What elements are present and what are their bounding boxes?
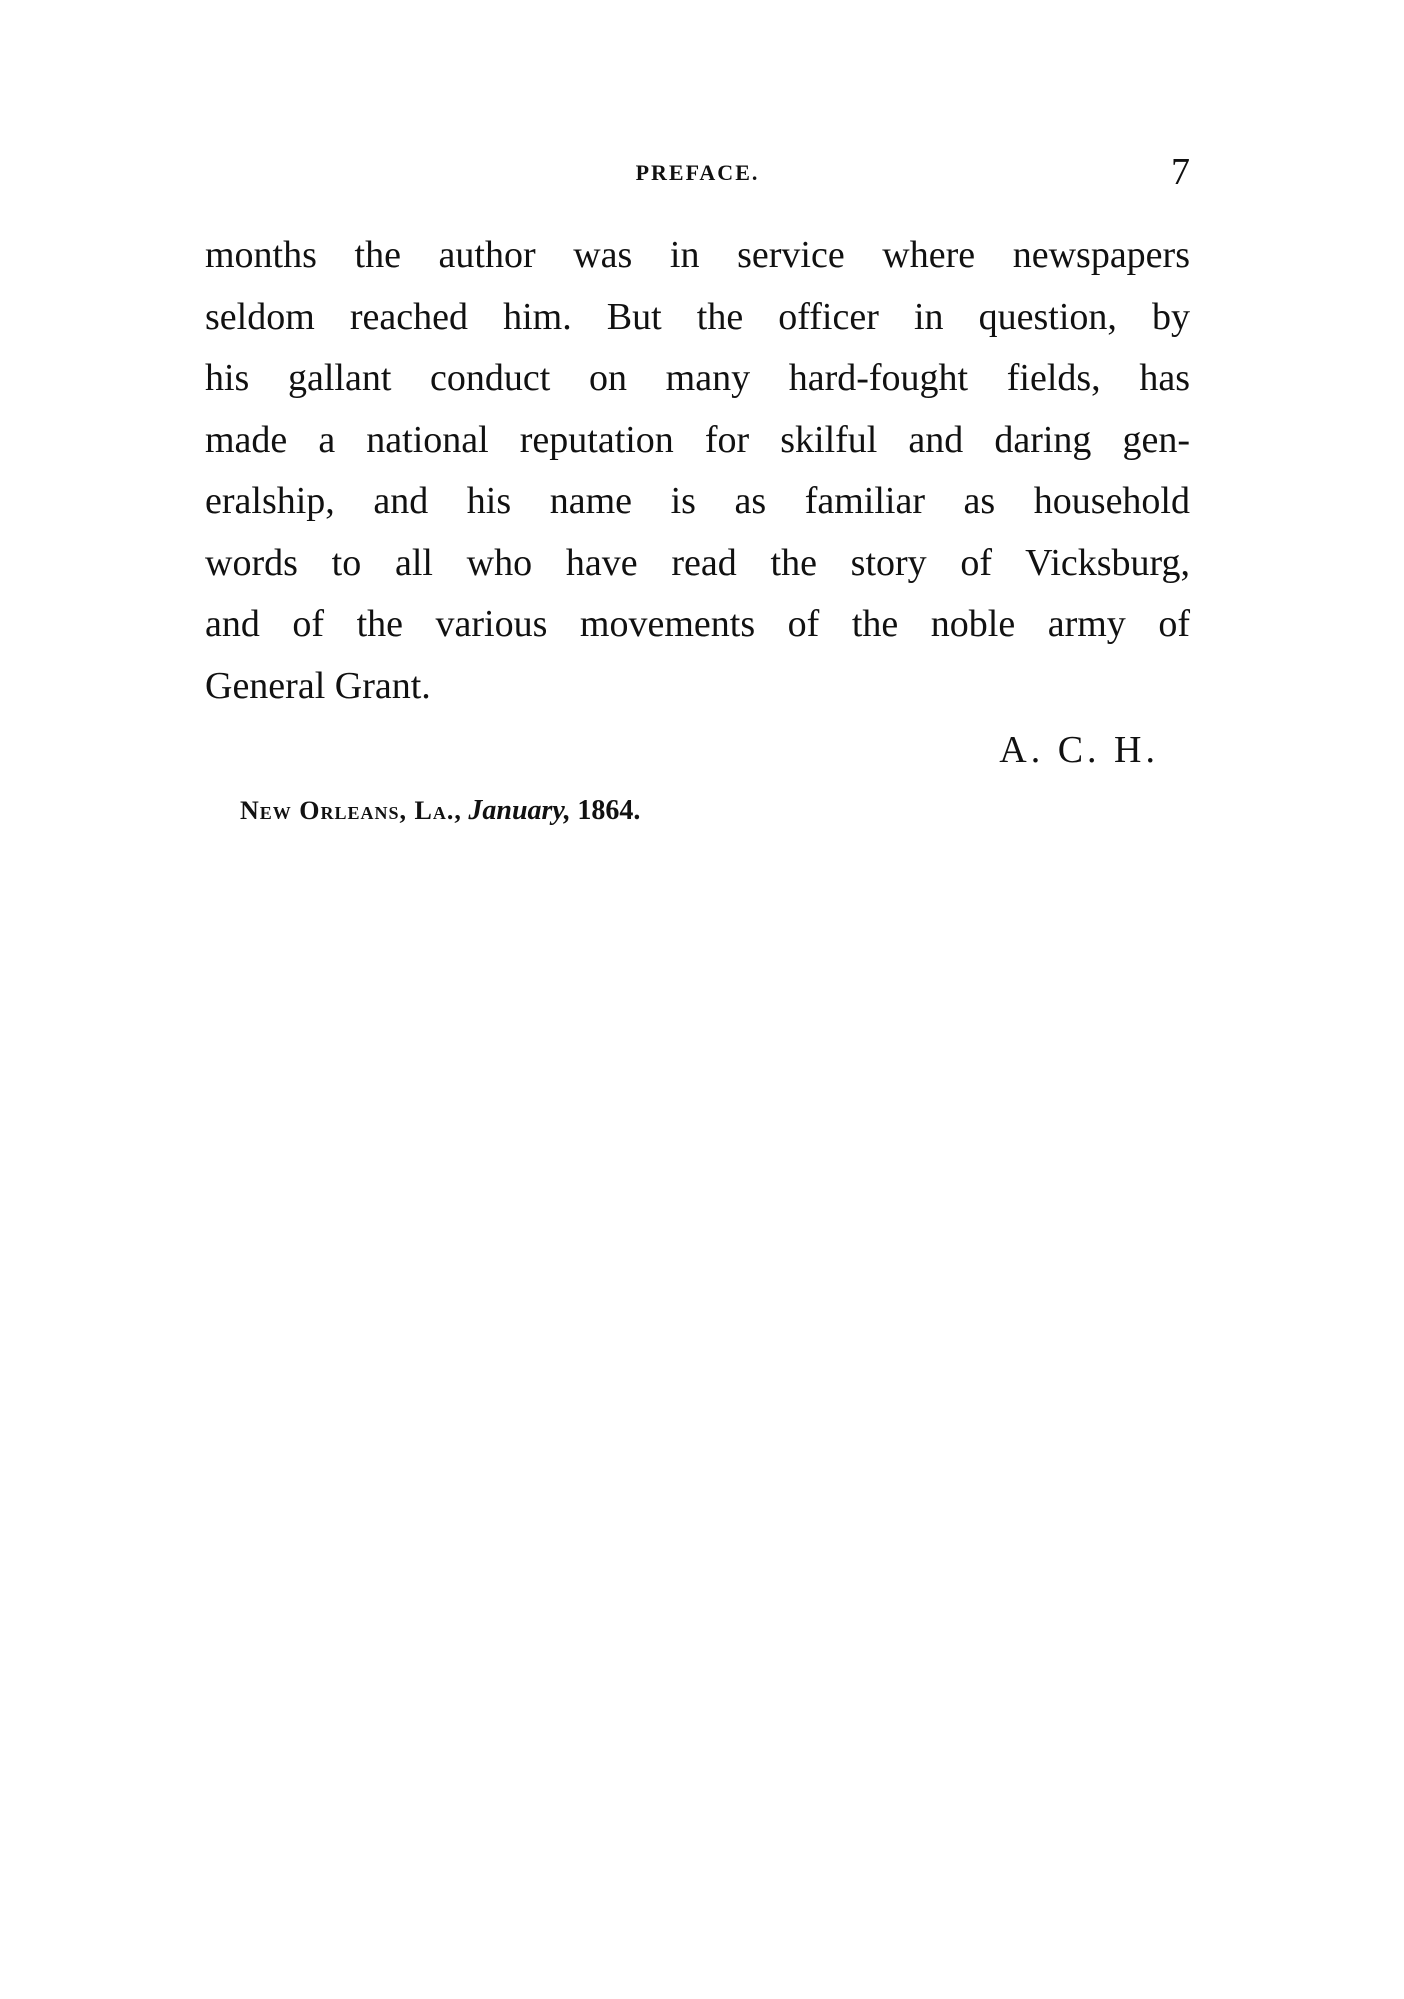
running-title: PREFACE. [635,160,760,185]
text-line: words to all who have read the story of Vicksburg, [205,541,1190,584]
text-line: eralship, and his name is as familiar as household [205,480,1190,522]
dateline-place: New Orleans, La., [240,796,462,825]
running-head [205,150,1190,200]
dateline [240,795,640,827]
text-line: seldom reached him. But the officer in question, by [205,295,1190,338]
text-line: months the author was in service where newspapers [205,234,1190,276]
text-line: his gallant conduct on many hard-fought fields, has [205,357,1190,399]
page-number: 7 [1171,151,1190,193]
dateline-month: January, [468,795,571,826]
body-paragraph [205,225,1190,717]
author-signature: A. C. H. [999,729,1159,771]
dateline-year: 1864. [577,795,641,826]
text-line: General Grant. [205,664,431,707]
text-line: made a national reputation for skilful and daring gen- [205,418,1190,461]
text-line: and of the various movements of the noble army of [205,603,1190,645]
